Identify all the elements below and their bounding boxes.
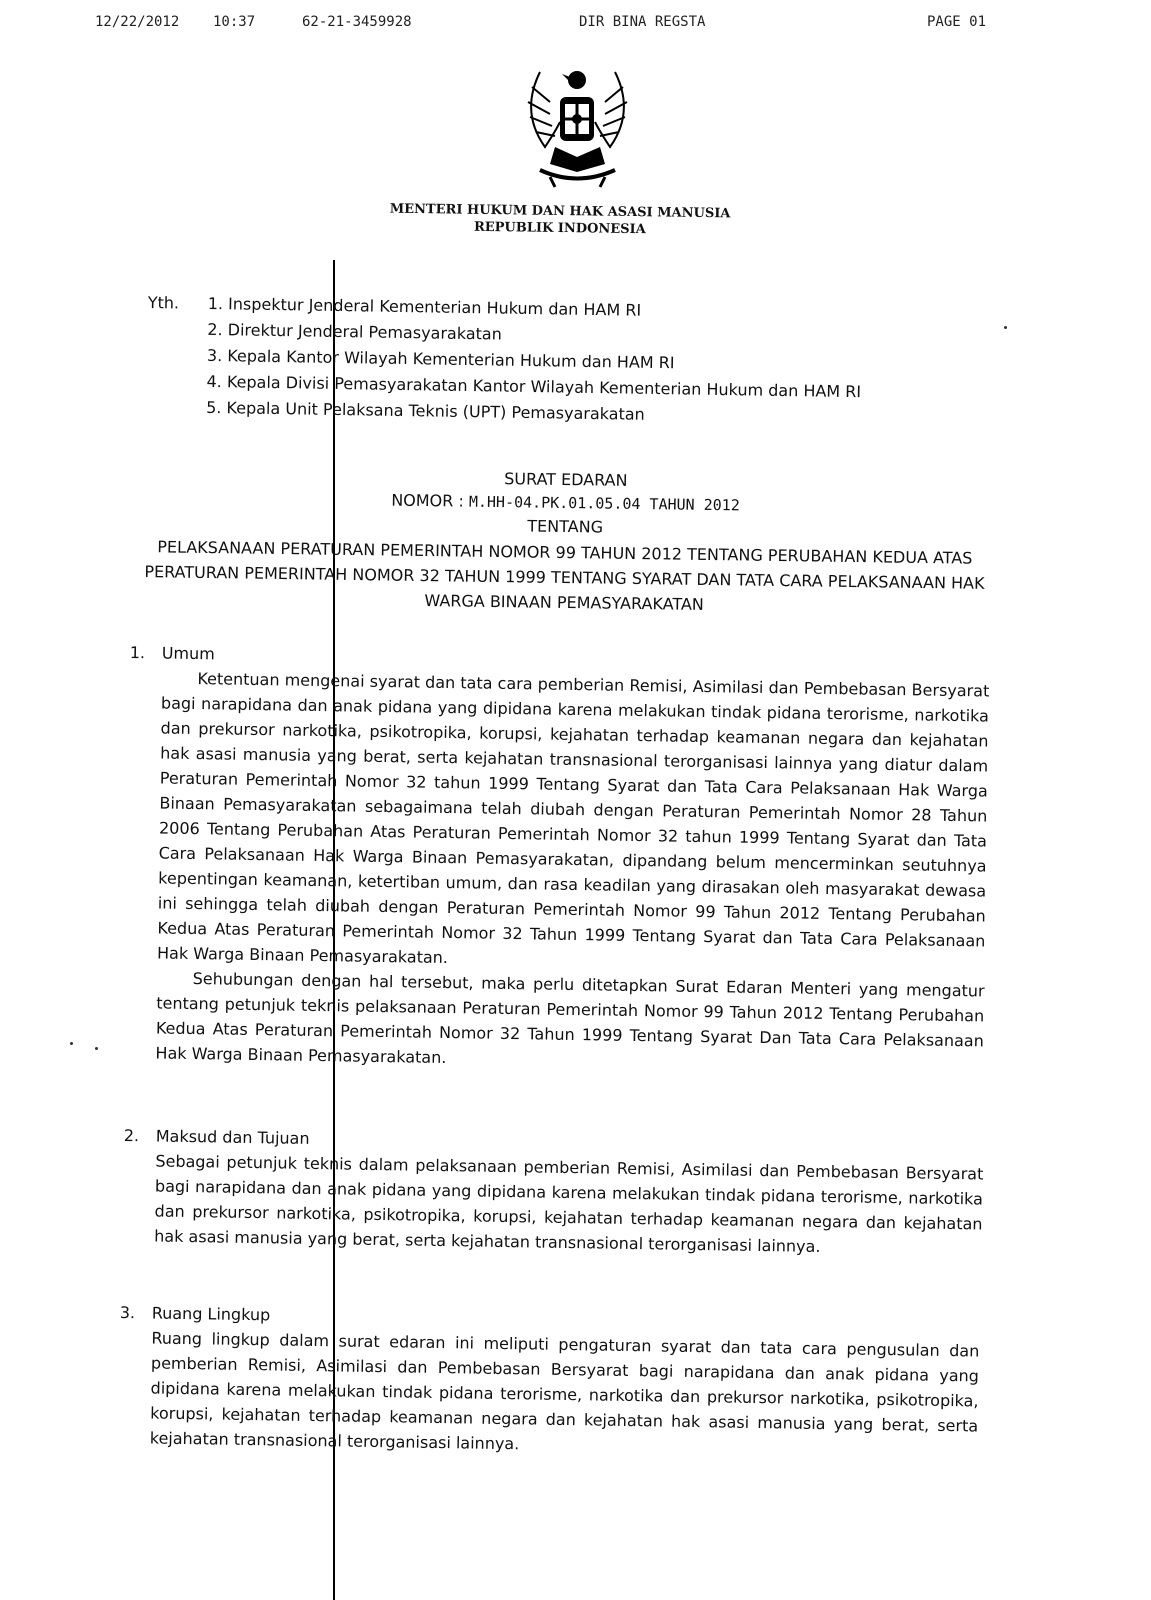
recipient-item: 5. Kepala Unit Pelaksana Teknis (UPT) Pemasyarakatan [206, 397, 645, 424]
section-title: Ruang Lingkup [151, 1303, 271, 1325]
scan-speck [70, 1042, 73, 1045]
letterhead [360, 200, 760, 240]
section-paragraph: Ketentuan mengenai syarat dan tata cara pemberian Remisi, Asimilasi dan Pembebasan Bersyarat bagi narapidana dan anak pidana yang dipidana karena melakukan tindak pidana terorisme, narkotika dan prekursor narkotika, psikotropika, korupsi, kejahatan terhadap keamanan negara dan kejahatan hak asasi manusia yang berat, serta kejahatan transnasional terorganisasi lainnya yang diatur dalam Peraturan Pemerintah Nomor 32 tahun 1999 Tentang Syarat dan Tata Cara Pelaksanaan Hak Warga Binaan Pemasyarakatan sebagaimana telah diubah dengan Peraturan Pemerintah Nomor 28 Tahun 2006 Tentang Perubahan Atas Peraturan Pemerintah Nomor 32 tahun 1999 Tentang Syarat dan Tata Cara Pelaksanaan Hak Warga Binaan Pemasyarakatan, dipandang belum mencerminkan seutuhnya kepentingan keamanan, ketertiban umum, dan rasa keadilan yang dirasakan oleh masyarakat dewasa ini sehingga telah diubah dengan Peraturan Pemerintah Nomor 99 Tahun 2012 Tentang Perubahan Kedua Atas Peraturan Pemerintah Nomor 32 Tahun 1999 Tentang Syarat dan Tata Cara Pelaksanaan Hak Warga Binaan Pemasyarakatan. [156, 669, 990, 968]
section-paragraph: Sebagai petunjuk teknis dalam pelaksanaan pemberian Remisi, Asimilasi dan Pembebasan Bersyarat bagi narapidana dan anak pidana yang dipidana karena melakukan tindak pidana terorisme, narkotika dan prekursor narkotika, psikotropika, korupsi, kejahatan terhadap keamanan negara dan kejahatan hak asasi manusia yang berat, serta kejahatan transnasional terorganisasi lainnya. [154, 1151, 984, 1256]
letterhead-republic: REPUBLIK INDONESIA [473, 219, 646, 238]
scan-speck [95, 1047, 98, 1050]
fax-page: PAGE 01 [927, 14, 987, 30]
section-number: 3. [119, 1302, 136, 1323]
fax-sender: DIR BINA REGSTA [579, 14, 706, 30]
fax-phone: 62-21-3459928 [302, 14, 412, 30]
section-ruang-lingkup [118, 1300, 980, 1463]
section-maksud-tujuan [122, 1123, 984, 1261]
scan-speck [1004, 326, 1007, 329]
section-number: 2. [123, 1125, 140, 1146]
letterhead-ministry: MENTERI HUKUM DAN HAK ASASI MANUSIA [389, 201, 731, 222]
fax-time: 10:37 [213, 14, 256, 30]
recipients-label: Yth. [147, 292, 180, 313]
garuda-emblem-icon [510, 52, 645, 192]
section-number: 1. [129, 642, 146, 663]
nomor-value: M.HH-04.PK.01.05.04 TAHUN 2012 [468, 492, 740, 515]
tentang-label: TENTANG [527, 516, 604, 537]
section-paragraph: Ruang lingkup dalam surat edaran ini meliputi pengaturan syarat dan tata cara pengusulan dan pemberian Remisi, Asimilasi dan Pembebasan Bersyarat bagi narapidana dan anak pidana yang dipidana karena melakukan tindak pidana terorisme, narkotika dan prekursor narkotika, psikotropika, korupsi, kejahatan terhadap keamanan negara dan kejahatan hak asasi manusia yang berat, serta kejahatan transnasional terorganisasi lainnya. [149, 1328, 980, 1454]
section-paragraph: Sehubungan dengan hal tersebut, maka perlu ditetapkan Surat Edaran Menteri yang mengatur tentang petunjuk teknis pelaksanaan Peraturan Pemerintah Nomor 99 Tahun 2012 Tentang Perubahan Kedua Atas Peraturan Pemerintah Nomor 32 Tahun 1999 Tentang Syarat Dan Tata Cara Pelaksanaan Hak Warga Binaan Pemasyarakatan. [155, 969, 985, 1068]
recipients-block [146, 290, 948, 433]
nomor-label: NOMOR : [391, 490, 464, 511]
section-title: Maksud dan Tujuan [155, 1126, 310, 1148]
doc-title: PELAKSANAAN PERATURAN PEMERINTAH NOMOR 99 TAHUN 2012 TENTANG PERUBAHAN KEDUA ATAS PERATURAN PEMERINTAH NOMOR 32 TAHUN 1999 TENTANG SYARAT DAN TATA CARA PELAKSANAAN HAK WARGA BINAAN PEMASYARAKATAN [144, 537, 985, 614]
fax-header [95, 14, 1035, 34]
recipient-item: 4. Kepala Divisi Pemasyarakatan Kantor Wilayah Kementerian Hukum dan HAM RI [206, 371, 862, 402]
section-title: Umum [161, 643, 215, 664]
recipient-item: 1. Inspektur Jenderal Kementerian Hukum dan HAM RI [207, 293, 642, 320]
document-heading [129, 462, 1001, 621]
recipient-item: 2. Direktur Jenderal Pemasyarakatan [207, 319, 502, 344]
recipient-item: 3. Kepala Kantor Wilayah Kementerian Hukum dan HAM RI [206, 345, 675, 373]
section-umum [123, 640, 990, 1078]
doc-type: SURAT EDARAN [504, 469, 628, 490]
recipients-list [146, 290, 948, 433]
fax-date: 12/22/2012 [95, 14, 180, 30]
